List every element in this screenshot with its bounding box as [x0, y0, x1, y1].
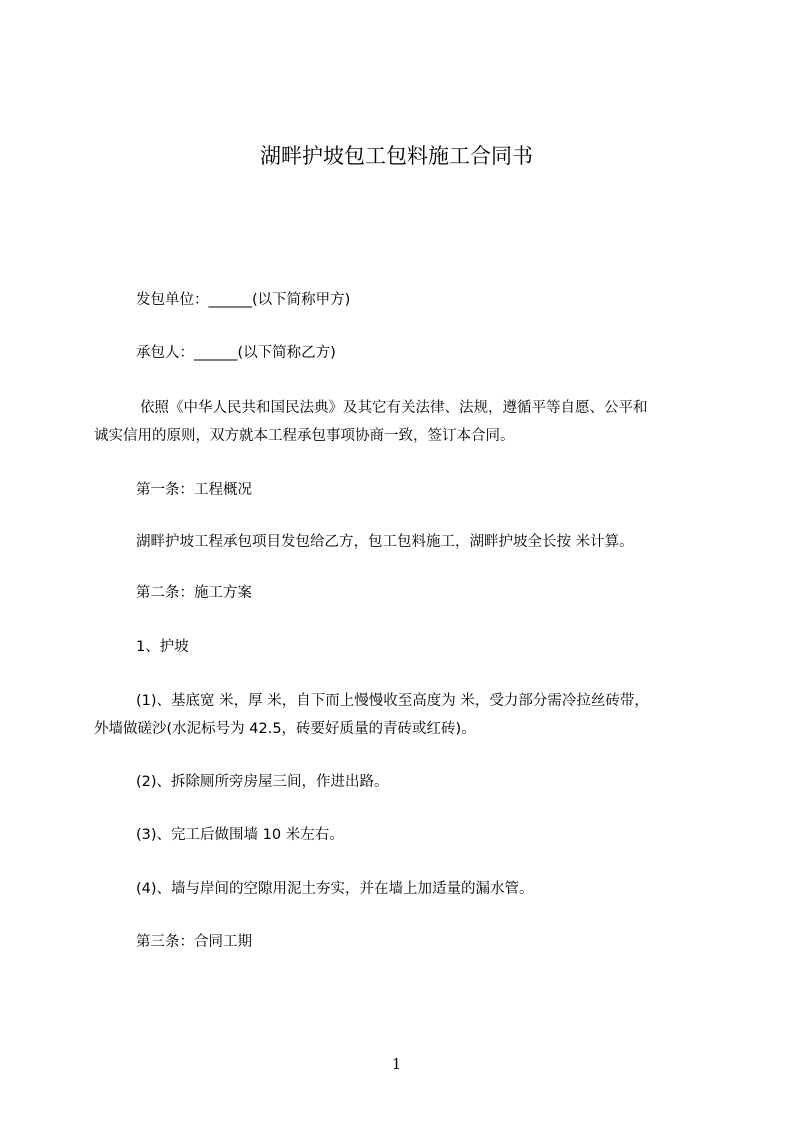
document-title: 湖畔护坡包工包料施工合同书	[260, 144, 533, 168]
article-1-heading: 第一条：工程概况	[136, 482, 252, 498]
article-3-heading: 第三条：合同工期	[136, 934, 252, 950]
item-1-heading: 1、护坡	[136, 639, 189, 655]
item-1-1-line-1: (1)、基底宽 米，厚 米，自下而上慢慢收至高度为 米，受力部分需冷拉丝砖带，	[136, 693, 649, 709]
page-number: 1	[391, 1055, 402, 1073]
item-1-2: (2)、拆除厕所旁房屋三间，作进出路。	[136, 774, 389, 790]
article-2-heading: 第二条：施工方案	[136, 585, 252, 601]
item-1-1-line-2: 外墙做磋沙(水泥标号为 42.5，砖要好质量的青砖或红砖)。	[94, 721, 476, 737]
intro-paragraph-line-1: 依照《中华人民共和国民法典》及其它有关法律、法规，遵循平等自愿、公平和	[140, 400, 648, 416]
item-1-3: (3)、完工后做围墙 10 米左右。	[136, 827, 344, 843]
party-b-line: 承包人：______(以下简称乙方)	[136, 345, 336, 361]
party-a-line: 发包单位：______(以下简称甲方)	[136, 292, 351, 308]
item-1-4: (4)、墙与岸间的空隙用泥土夯实，并在墙上加适量的漏水管。	[136, 881, 534, 897]
article-1-body: 湖畔护坡工程承包项目发包给乙方，包工包料施工，湖畔护坡全长按 米计算。	[136, 534, 634, 550]
intro-paragraph-line-2: 诚实信用的原则，双方就本工程承包事项协商一致，签订本合同。	[94, 428, 515, 444]
